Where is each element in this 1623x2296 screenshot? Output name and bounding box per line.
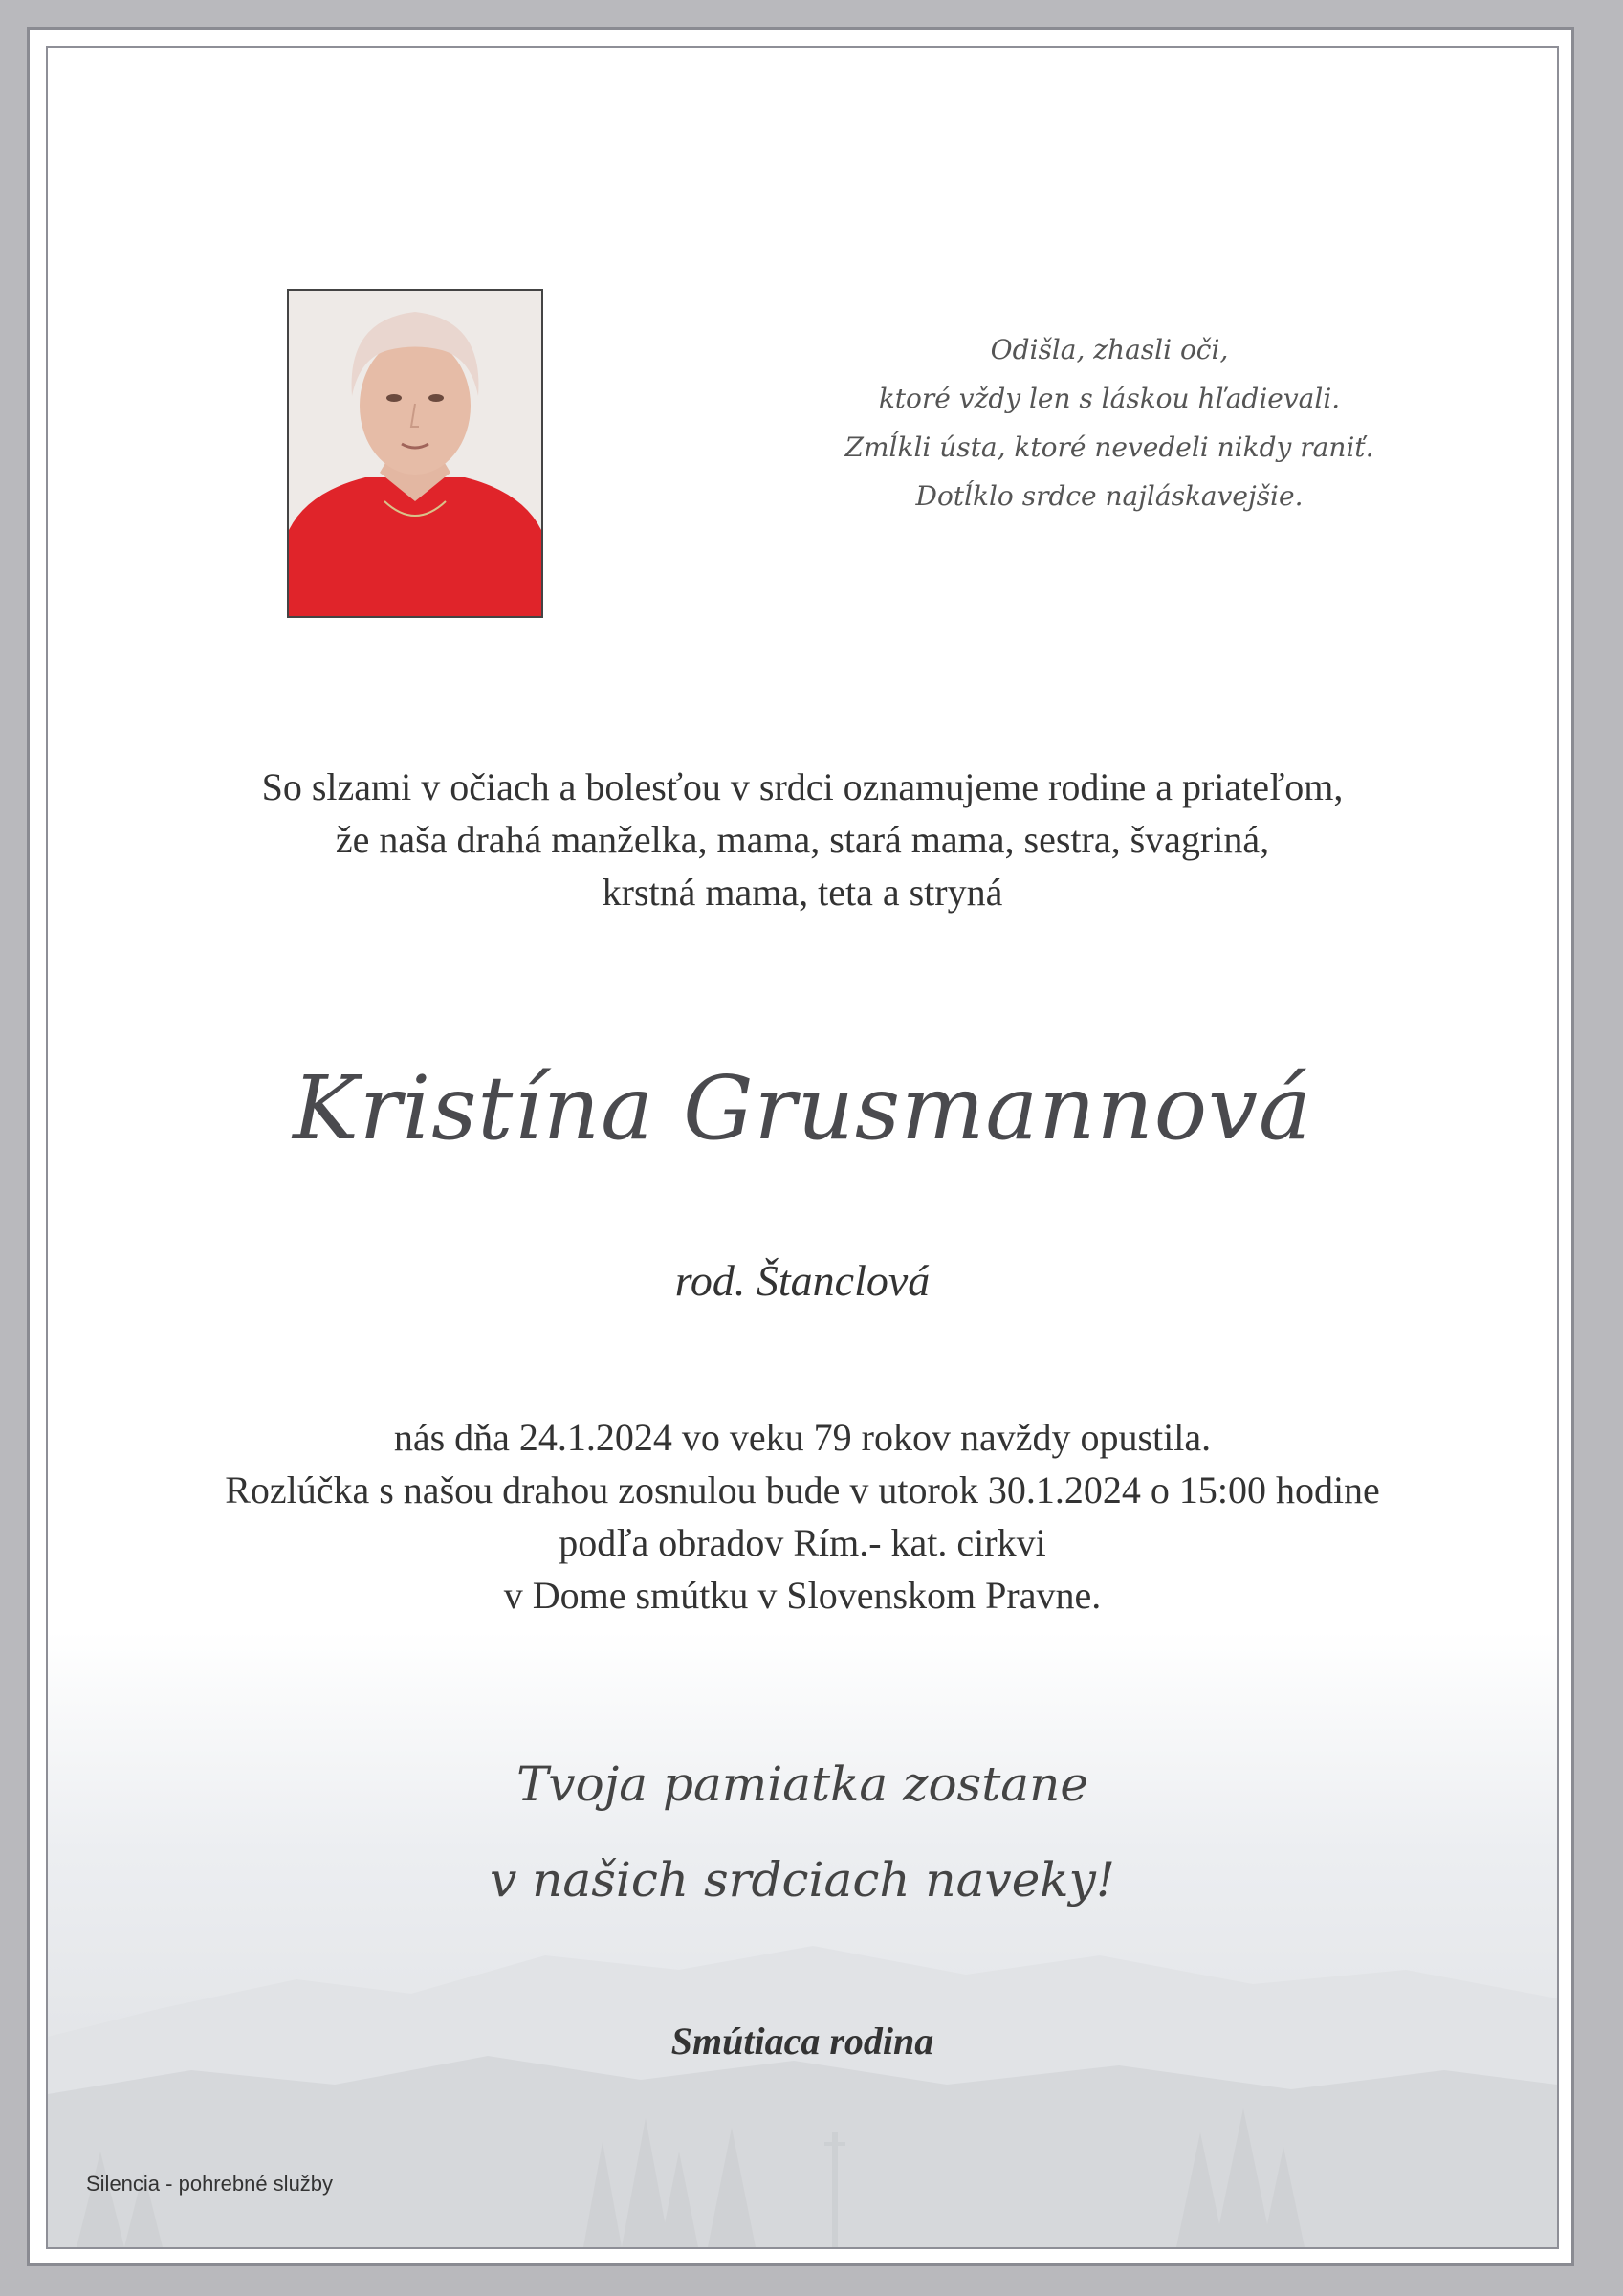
announcement-line: krstná mama, teta a stryná: [602, 871, 1003, 914]
poem-line: ktoré vždy len s láskou hľadievali.: [878, 383, 1341, 414]
maiden-name: rod. Štanclová: [674, 1256, 931, 1305]
closing-line: v našich srdciach naveky!: [490, 1852, 1115, 1908]
poem-line: Odišla, zhasli oči,: [990, 334, 1229, 365]
details-line: podľa obradov Rím.- kat. cirkvi: [559, 1521, 1046, 1564]
details-line: nás dňa 24.1.2024 vo veku 79 rokov navždy opustila.: [393, 1416, 1212, 1459]
poem-line: Zmĺkli ústa, ktoré nevedeli nikdy raniť.: [844, 431, 1374, 463]
portrait-photo: [287, 289, 543, 618]
details-line: v Dome smútku v Slovenskom Pravne.: [503, 1574, 1102, 1617]
memorial-poem: [775, 325, 1444, 520]
family-signature: Smútiaca rodina: [670, 2020, 934, 2063]
funeral-service-credit: Silencia - pohrebné služby: [86, 2172, 334, 2196]
announcement-line: So slzami v očiach a bolesťou v srdci oznamujeme rodine a priateľom,: [261, 765, 1344, 808]
closing-line: Tvoja pamiatka zostane: [516, 1756, 1088, 1812]
closing-message: [48, 1736, 1557, 1928]
poem-line: Dotĺklo srdce najláskavejšie.: [915, 480, 1304, 512]
details-line: Rozlúčka s našou drahou zosnulou bude v utorok 30.1.2024 o 15:00 hodine: [225, 1468, 1380, 1512]
portrait-image: [289, 291, 541, 616]
funeral-details: [48, 1411, 1557, 1622]
announcement-text: [48, 761, 1557, 918]
obituary-card: [46, 46, 1559, 2249]
deceased-name: Kristína Grusmannová: [293, 1057, 1312, 1159]
announcement-line: že naša drahá manželka, mama, stará mama, sestra, švagriná,: [335, 818, 1270, 861]
